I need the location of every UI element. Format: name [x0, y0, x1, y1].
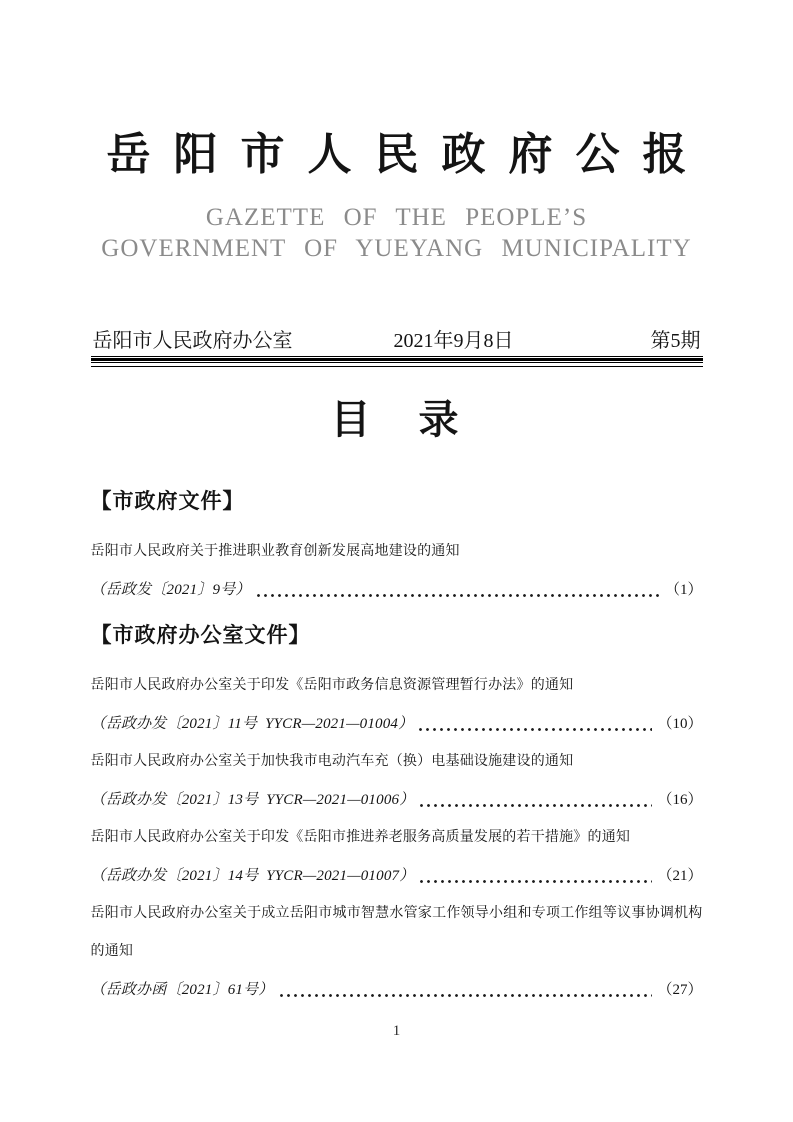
toc-entry-page: （16） — [657, 792, 703, 808]
toc-entry-refline — [91, 781, 703, 819]
toc-entry-title: 岳阳市人民政府办公室关于印发《岳阳市推进养老服务高质量发展的若干措施》的通知 — [90, 830, 631, 845]
toc-entry-ref: （岳政办发〔2021〕14号 YYCR—2021—01007） — [90, 868, 415, 884]
toc-entry-ref: （岳政发〔2021〕9号） — [90, 582, 251, 598]
toc-entry-page: （1） — [664, 582, 703, 598]
toc-section-heading: 【市政府文件】 — [90, 490, 245, 513]
toc-entry-title: 岳阳市人民政府关于推进职业教育创新发展高地建设的通知 — [90, 544, 460, 559]
toc-entry — [91, 533, 703, 609]
issue-bar — [91, 326, 703, 353]
toc-entry-title: 岳阳市人民政府办公室关于印发《岳阳市政务信息资源管理暂行办法》的通知 — [90, 678, 574, 693]
page-content — [90, 0, 710, 1009]
dot-leader — [419, 728, 652, 731]
toc-entry-page: （27） — [657, 982, 703, 998]
toc-entry-refline — [91, 857, 703, 895]
toc-entry — [91, 743, 703, 819]
rule-thick — [91, 358, 703, 361]
toc-entry-refline — [91, 971, 703, 1009]
dot-leader — [257, 594, 660, 597]
toc-entry-page: （10） — [657, 716, 703, 732]
rule-thin-2 — [91, 362, 703, 363]
toc-entry — [91, 667, 703, 743]
toc-entry-ref: （岳政办函〔2021〕61号） — [90, 982, 274, 998]
gazette-subtitle-line2: GOVERNMENT OF YUEYANG MUNICIPALITY — [101, 235, 692, 262]
toc-entry-ref: （岳政办发〔2021〕13号 YYCR—2021—01006） — [90, 792, 415, 808]
toc-entry — [91, 895, 703, 1009]
toc-section-city-government-documents — [91, 487, 703, 609]
toc-entry — [91, 819, 703, 895]
rule-thin-3 — [91, 366, 703, 367]
issue-date: 2021年9月8日 — [393, 330, 514, 352]
gazette-subtitle-line1: GAZETTE OF THE PEOPLE’S — [205, 204, 588, 231]
toc-entry-refline — [91, 705, 703, 743]
toc-section-heading: 【市政府办公室文件】 — [90, 624, 311, 647]
issue-number: 第5期 — [650, 330, 701, 352]
toc-entry-ref: （岳政办发〔2021〕11号 YYCR—2021—01004） — [90, 716, 414, 732]
dot-leader — [420, 880, 652, 883]
rule-thin-1 — [91, 356, 703, 357]
double-rule — [91, 356, 703, 367]
dot-leader — [280, 994, 653, 997]
toc-entry-title: 岳阳市人民政府办公室关于成立岳阳市城市智慧水管家工作领导小组和专项工作组等议事协调机构的通知 — [90, 906, 703, 959]
gazette-title — [91, 130, 710, 180]
toc-entry-title: 岳阳市人民政府办公室关于加快我市电动汽车充（换）电基础设施建设的通知 — [90, 754, 574, 769]
toc — [91, 487, 703, 1009]
toc-section-city-government-office-documents — [91, 621, 703, 1009]
toc-entry-page: （21） — [657, 868, 703, 884]
toc-entry-refline — [91, 571, 703, 609]
masthead — [91, 0, 710, 264]
toc-title: 目 录 — [330, 397, 463, 442]
dot-leader — [420, 804, 652, 807]
page-number: 1 — [392, 1023, 401, 1039]
issue-office: 岳阳市人民政府办公室 — [92, 330, 293, 352]
gazette-title-text: 岳阳市人民政府公报 — [106, 130, 710, 179]
gazette-subtitle — [91, 202, 703, 264]
